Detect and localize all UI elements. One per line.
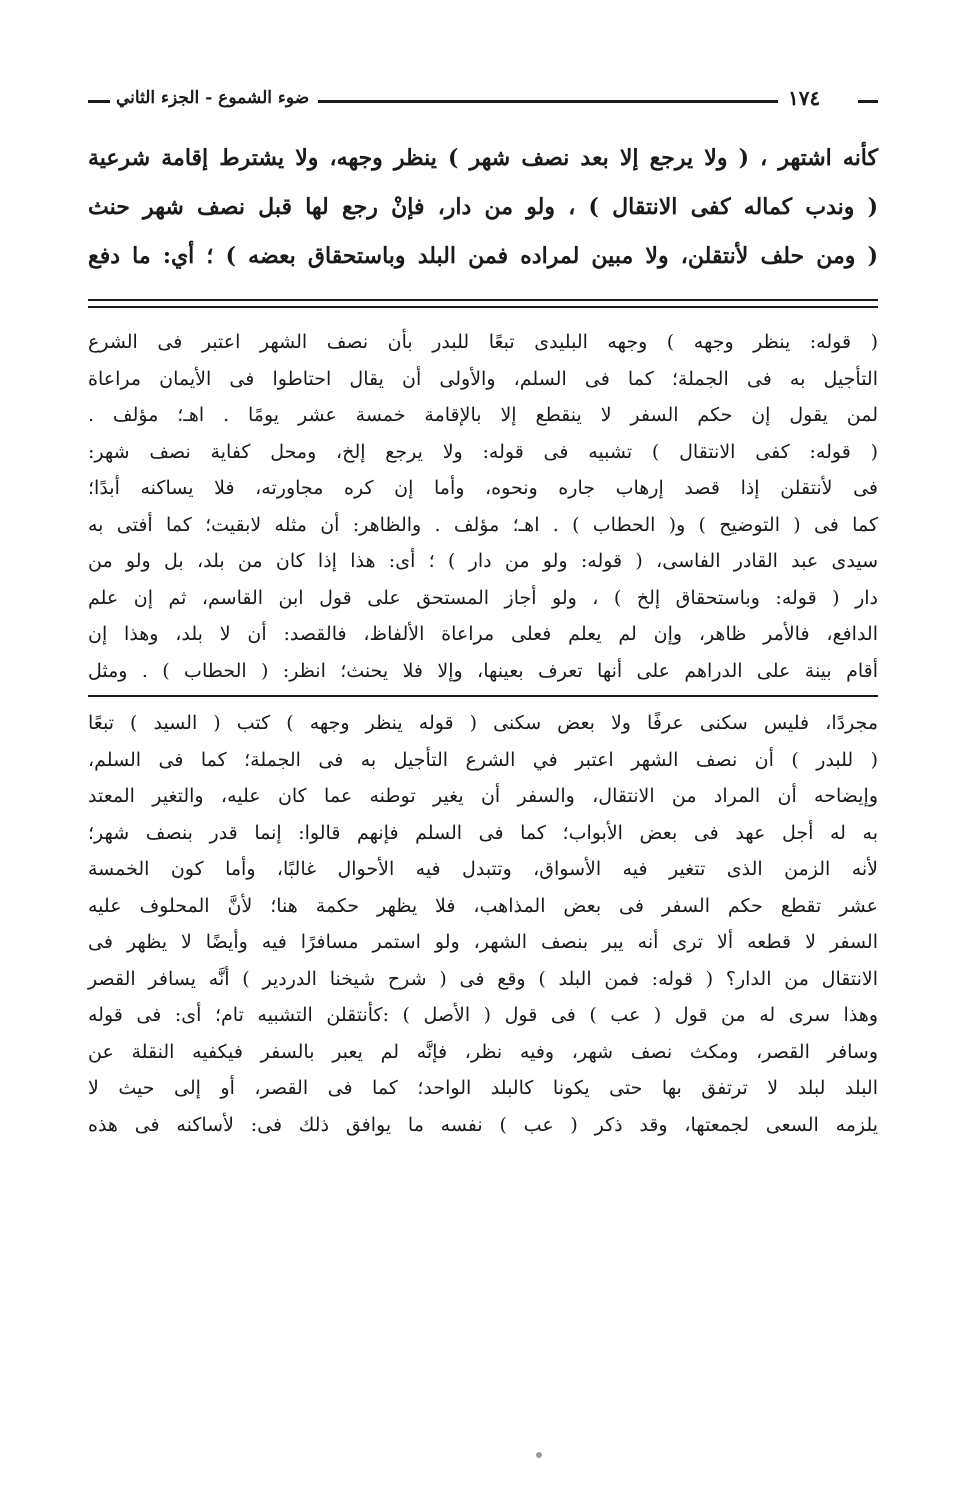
- commentary-line: لأنه الزمن الذى تتغير فيه الأسواق، وتتبدل فيه الأحوال غالبًا، وأما كون الخمسة: [88, 858, 878, 880]
- commentary-line: ( قوله: كفى الانتقال ) تشبيه فى قوله: ولا يرجع إلخ، ومحل كفاية نصف شهر:: [88, 440, 878, 463]
- page-header: [88, 76, 878, 116]
- commentary-line: فى لأنتقلن إذا قصد إرهاب جاره ونحوه، وأما إن كره مجاورته، فلا يساكنه أبدًا؛: [88, 477, 878, 499]
- commentary-line: وهذا سرى له من قول ( عب ) فى قول ( الأصل ) :كأنتقلن التشبيه تام؛ أى: فى قوله: [88, 1004, 878, 1026]
- main-text-line: ( وندب كماله كفى الانتقال ) ، ولو من دار، فإنْ رجع لها قبل نصف شهر حنث: [88, 194, 878, 220]
- main-text-line: ( ومن حلف لأنتقلن، ولا مبين لمراده فمن البلد وباستحقاق بعضه ) ؛ أي: ما دفع: [88, 243, 878, 269]
- commentary-line: الدافع، فالأمر ظاهر، وإن لم يعلم فعلى مراعاة الألفاظ، فالقصد: أن لا بلد، وهذا إن: [88, 623, 878, 645]
- commentary-line: عشر تقطع حكم السفر فى بعض المذاهب، فلا يظهر حكمة هنا؛ لأنَّ المحلوف عليه: [88, 894, 878, 917]
- commentary-line: دار ( قوله: وباستحقاق إلخ ) ، ولو أجاز المستحق على قول ابن القاسم، ثم إن علم: [88, 586, 878, 609]
- header-rule-right: [858, 100, 878, 103]
- commentary-line: ( للبدر ) أن نصف الشهر اعتبر في الشرع التأجيل به فى الجملة؛ كما فى السلم،: [88, 748, 878, 771]
- commentary-line: وإيضاحه أن المراد من الانتقال، والسفر أن يغير توطنه عما كان عليه، والتغير المعتد: [88, 785, 878, 807]
- header-rule-middle: [318, 100, 778, 103]
- commentary-line: وسافر القصر، ومكث نصف شهر، وفيه نظر، فإنَّه لم يعبر بالسفر فيكفيه النقلة عن: [88, 1040, 878, 1063]
- single-divider: [88, 695, 878, 697]
- commentary-line: لمن يقول إن حكم السفر لا ينقطع إلا بالإقامة خمسة عشر يومًا . اهـ؛ مؤلف .: [88, 404, 878, 426]
- commentary-line: التأجيل به فى الجملة؛ كما فى السلم، والأولى أن يقال احتاطوا فى الأيمان مراعاة: [88, 367, 878, 390]
- commentary-block-2: [88, 705, 878, 1143]
- commentary-block-1: [88, 324, 878, 689]
- commentary-line: كما فى ( التوضيح ) و( الحطاب ) . اهـ؛ مؤلف . والظاهر: أن مثله لابقيت؛ كما أفتى به: [88, 513, 878, 536]
- commentary-line: سيدى عبد القادر الفاسى، ( قوله: ولو من دار ) ؛ أى: هذا إذا كان من بلد، بل ولو من: [88, 550, 878, 572]
- header-rule-left: [88, 100, 110, 103]
- commentary-line: ( قوله: ينظر وجهه ) وجهه البليدى تبعًا للبدر بأن نصف الشهر اعتبر فى الشرع: [88, 331, 878, 353]
- commentary-line: السفر لا قطعه ألا ترى أنه يبر بنصف الشهر، ولو استمر مسافرًا فيه وأيضًا لا يظهر فى: [88, 931, 878, 953]
- commentary-line: به له أجل عهد فى بعض الأبواب؛ كما فى السلم فإنهم قالوا: إنما قدر بنصف شهر؛: [88, 821, 878, 844]
- commentary-line: مجردًا، فليس سكنى عرفًا ولا بعض سكنى ( قوله ينظر وجهه ) كتب ( السيد ) تبعًا: [88, 712, 878, 734]
- commentary-line: البلد لبلد لا ترتفق بها حتى يكونا كالبلد الواحد؛ كما فى القصر، أو إلى حيث لا: [88, 1077, 878, 1099]
- commentary-line: أقام بينة على الدراهم على أنها تعرف بعينها، وإلا فلا يحنث؛ انظر: ( الحطاب ) . ومثل: [88, 659, 878, 682]
- footer-dot-mark: [536, 1452, 542, 1458]
- double-divider: [88, 299, 878, 308]
- commentary-line: الانتقال من الدار؟ ( قوله: فمن البلد ) وقع فى ( شرح شيخنا الدردير ) أنَّه يسافر القصر: [88, 967, 878, 990]
- main-text-line: كأنه اشتهر ، ( ولا يرجع إلا بعد نصف شهر ) ينظر وجهه، ولا يشترط إقامة شرعية: [88, 145, 878, 171]
- main-text: [88, 134, 878, 281]
- commentary-line: يلزمه السعى لجمعتها، وقد ذكر ( عب ) نفسه ما يوافق ذلك فى: لأساكنه فى هذه: [88, 1113, 878, 1136]
- book-title: ضوء الشموع - الجزء الثاني: [116, 88, 310, 108]
- page-number: ١٧٤: [788, 86, 821, 110]
- book-page: [88, 76, 878, 1143]
